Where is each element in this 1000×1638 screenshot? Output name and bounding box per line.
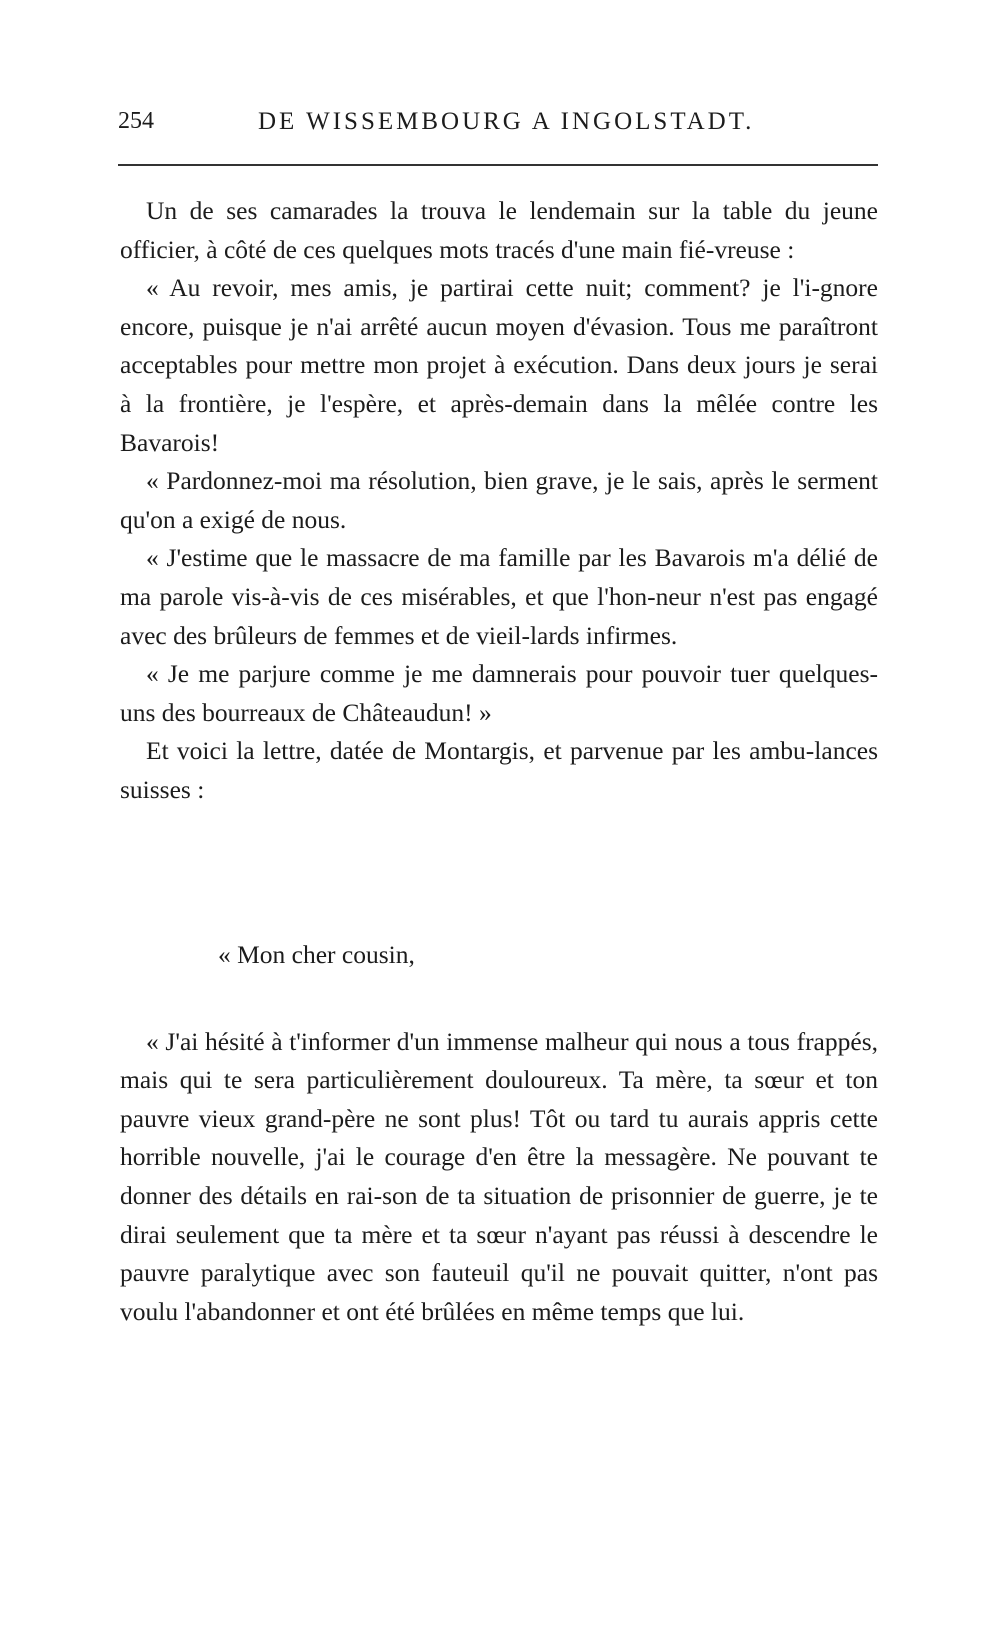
- paragraph-3: « Pardonnez-moi ma résolution, bien grave, je le sais, après le serment qu'on a exigé de nous.: [120, 466, 878, 534]
- header-rule: [118, 164, 878, 166]
- letter-paragraph: « J'ai hésité à t'informer d'un immense malheur qui nous a tous frappés, mais qui te sera particulièrement douloureux. Ta mère, ta sœur et ton pauvre vieux grand-père ne sont plus! Tôt ou tard tu aurais appris cette horrible nouvelle, j'ai le courage d'en être la messagère. Ne pouvant te donner des détails en rai-son de ta situation de prisonnier de guerre, je te dirai seulement que ta mère et ta sœur n'ayant pas réussi à descendre le pauvre paralytique avec son fauteuil qu'il ne pouvait quitter, n'ont pas voulu l'abandonner et ont été brûlées en même temps que lui.: [120, 1026, 878, 1326]
- paragraph-5: « Je me parjure comme je me damnerais pour pouvoir tuer quelques-uns des bourreaux de Châteaudun! »: [120, 659, 878, 727]
- page-number: 254: [118, 108, 154, 134]
- paragraph-6: Et voici la lettre, datée de Montargis, et parvenue par les ambu-lances suisses :: [120, 736, 878, 804]
- paragraph-1: Un de ses camarades la trouva le lendemain sur la table du jeune officier, à côté de ces quelques mots tracés d'une main fié-vreuse :: [120, 196, 878, 264]
- paragraph-2: « Au revoir, mes amis, je partirai cette nuit; comment? je l'i-gnore encore, puisque je n'ai arrêté aucun moyen d'évasion. Tous me paraîtront acceptables pour mettre mon projet à exécution. Dans deux jours je serai à la frontière, je l'espère, et après-demain dans la mêlée contre les Bavarois!: [120, 273, 878, 457]
- running-head: DE WISSEMBOURG A INGOLSTADT.: [258, 108, 755, 135]
- page-header: [118, 108, 878, 142]
- paragraph-4: « J'estime que le massacre de ma famille par les Bavarois m'a délié de ma parole vis-à-vis de ces misérables, et que l'hon-neur n'est pas engagé avec des brûleurs de femmes et de vieil-lards infirmes.: [120, 543, 878, 650]
- letter-salutation: « Mon cher cousin,: [218, 940, 415, 969]
- body-text: [120, 192, 878, 810]
- quoted-letter: [120, 936, 878, 1331]
